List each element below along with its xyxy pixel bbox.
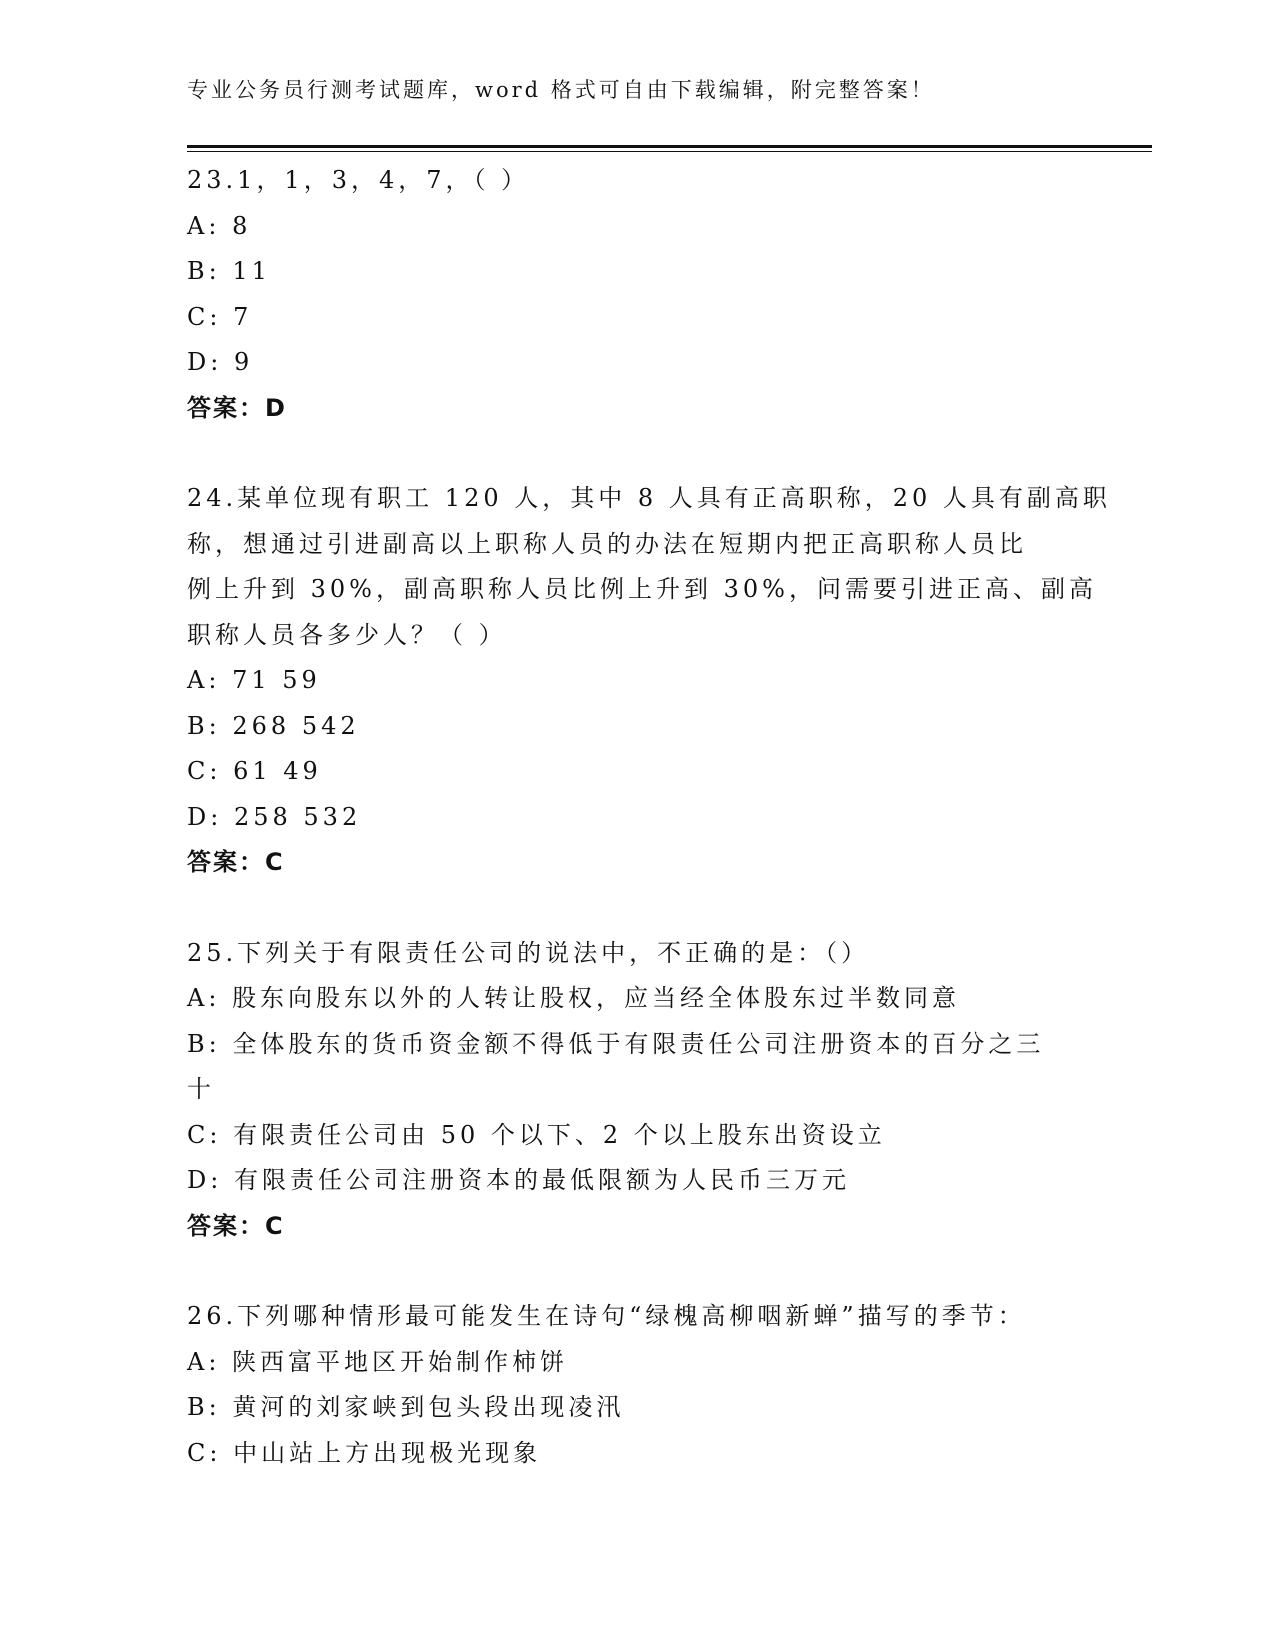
option-b — [187, 1022, 1087, 1068]
question-stem-line: 称，想通过引进副高以上职称人员的办法在短期内把正高职称人员比 — [187, 529, 1027, 558]
option-label: A: — [187, 1347, 221, 1376]
option-label: B: — [187, 257, 221, 285]
option-text: 有限责任公司注册资本的最低限额为人民币三万元 — [233, 1166, 850, 1194]
option-text: 9 — [233, 348, 254, 376]
question-stem: 25.下列关于有限责任公司的说法中，不正确的是：（） — [187, 938, 870, 967]
question-24 — [187, 476, 1111, 886]
question-26 — [187, 1294, 1087, 1476]
option-b — [187, 249, 1087, 295]
question-stem-line: 24.某单位现有职工 120 人，其中 8 人具有正高职称，20 人具有副高职 — [187, 484, 1111, 512]
question-25 — [187, 931, 1087, 1250]
option-text: 61 49 — [233, 757, 322, 785]
header-rule-thin — [187, 151, 1152, 152]
option-text: 258 532 — [233, 802, 362, 831]
option-text: 中山站上方出现极光现象 — [233, 1438, 542, 1467]
answer-key: 答案：C — [187, 848, 285, 876]
option-label: A: — [187, 984, 221, 1012]
option-b — [187, 1385, 1087, 1431]
option-text: 黄河的刘家峡到包头段出现凌汛 — [232, 1393, 625, 1421]
option-text: 11 — [232, 257, 271, 285]
option-d — [187, 340, 1087, 386]
option-label: D: — [187, 348, 223, 376]
question-stem: 26.下列哪种情形最可能发生在诗句“绿槐高柳咽新蝉”描写的季节： — [187, 1302, 1026, 1330]
question-stem-line: 例上升到 30%，副高职称人员比例上升到 30%，问需要引进正高、副高 — [187, 575, 1097, 603]
option-a — [187, 204, 1087, 250]
option-d — [187, 1158, 1087, 1204]
option-label: B: — [187, 711, 221, 740]
option-c — [187, 1113, 1087, 1159]
option-text: 全体股东的货币资金额不得低于有限责任公司注册资本的百分之三 — [232, 1029, 1045, 1058]
header-rule-thick — [187, 145, 1152, 148]
option-c — [187, 749, 1087, 795]
answer-key: 答案：C — [187, 1211, 285, 1240]
option-text: 有限责任公司由 50 个以下、2 个以上股东出资设立 — [233, 1120, 886, 1149]
option-label: C: — [187, 1438, 222, 1467]
question-23 — [187, 158, 1087, 431]
option-label: C: — [187, 302, 222, 331]
option-label: D: — [187, 802, 223, 831]
option-c — [187, 295, 1087, 341]
option-text: 8 — [232, 211, 252, 240]
option-a — [187, 976, 1087, 1022]
option-text: 7 — [233, 302, 253, 331]
page-header: 专业公务员行测考试题库，word 格式可自由下载编辑，附完整答案！ — [187, 78, 935, 102]
option-label: C: — [187, 1120, 222, 1149]
question-list — [187, 158, 1111, 1521]
question-stem-line: 职称人员各多少人？（ ） — [187, 620, 507, 649]
option-label: B: — [187, 1393, 221, 1421]
option-label: A: — [187, 666, 221, 694]
option-label: B: — [187, 1029, 221, 1058]
option-text: 陕西富平地区开始制作柿饼 — [232, 1347, 569, 1376]
question-stem: 23.1，1，3，4，7，（ ） — [187, 166, 530, 194]
option-a — [187, 1340, 1087, 1386]
option-b-continued: 十 — [187, 1075, 215, 1103]
option-text: 股东向股东以外的人转让股权，应当经全体股东过半数同意 — [232, 984, 961, 1012]
option-text: 268 542 — [232, 711, 360, 740]
option-b — [187, 704, 1087, 750]
answer-key: 答案：D — [187, 393, 287, 422]
option-label: D: — [187, 1166, 223, 1194]
option-text: 71 59 — [232, 666, 321, 694]
option-label: A: — [187, 211, 221, 240]
option-a — [187, 658, 1087, 704]
option-c — [187, 1431, 1087, 1477]
option-d — [187, 795, 1087, 841]
option-label: C: — [187, 757, 222, 785]
